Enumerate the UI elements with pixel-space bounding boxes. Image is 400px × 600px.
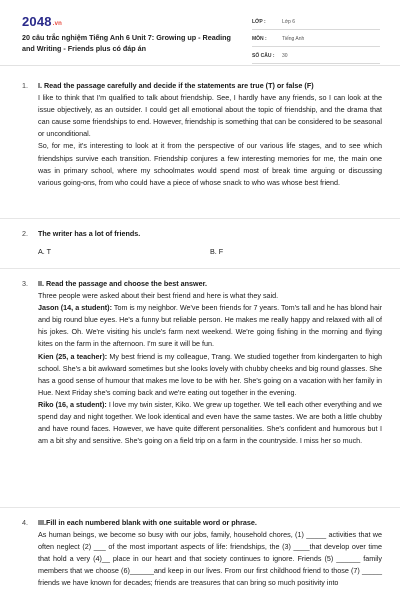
meta-row-subject xyxy=(252,31,380,47)
site-logo[interactable] xyxy=(22,14,62,29)
option-a[interactable]: A. T xyxy=(38,247,52,257)
question-number: 2. xyxy=(22,229,28,238)
answer-options xyxy=(38,246,382,258)
document-title: 20 câu trắc nghiệm Tiếng Anh 6 Unit 7: Growing up - Reading and Writing - Friends plus có đáp án xyxy=(22,33,231,53)
speaker-name: Riko (16, a student): xyxy=(38,399,107,409)
question-divider xyxy=(0,507,400,508)
meta-row-count xyxy=(252,48,380,64)
passage-paragraph: So, for me, it's interesting to look at it from the perspective of our various life stages, and to see which friendships survive each transition. Friendship conjures a few interesting memories for me, the main one was in primary school, where my schoolmates would spend most of break time arguing or discussing various going-ons, from who could have a piece of whose snack to who was whose best friend. xyxy=(38,141,382,187)
page-header xyxy=(0,0,400,64)
speaker-text: My best friend is my colleague, Trang. We studied together from kindergarten to high school. She's a bit awkward sometimes but she looks lovely with chubby cheeks and big round glasses. She has a good sense of humour that makes me love to be with her. She's going on a vacation with her family in Hue. Next Friday she's coming back and we're eating out together in the evening. xyxy=(38,351,382,397)
question-number: 4. xyxy=(22,518,28,527)
question-3 xyxy=(22,278,382,447)
speaker-paragraph xyxy=(38,351,382,399)
speaker-paragraph xyxy=(38,302,382,350)
question-1 xyxy=(22,80,382,189)
meta-value: Lớp 6 xyxy=(282,18,296,25)
question-title: II. Read the passage and choose the best answer. xyxy=(38,279,207,288)
speaker-name: Jason (14, a student): xyxy=(38,303,112,313)
meta-row-class xyxy=(252,14,380,30)
header-divider xyxy=(0,65,400,66)
question-divider xyxy=(0,268,400,269)
speaker-name: Kien (25, a teacher): xyxy=(38,351,108,361)
speaker-text: Tom is my neighbor. We've been friends for 7 years. Tom's tall and he has blond hair and big round blue eyes. He's a funny but reliable person. He makes me really happy and relaxed with all of his jokes. Oh. We're visiting his uncle's farm next weekend. We're going fishing in the morning and flying kites on the farm in the afternoon. I'm sure it will be fun. xyxy=(38,303,383,349)
meta-info xyxy=(252,14,380,65)
speaker-paragraph xyxy=(38,399,382,447)
meta-value: 30 xyxy=(282,52,288,59)
question-number: 1. xyxy=(22,81,28,90)
passage-paragraph: I like to think that I'm qualified to talk about friendship. See, I hardly have any friends, so I can look at the issue objectively, as an outsider. I could get all emotional about the topic of friendship, and the drama that can cause some friendships to end. However, friendship is something that can be considered to be seasonal or unconditional. xyxy=(38,93,383,139)
meta-label: SỐ CÂU : xyxy=(252,52,275,59)
question-number: 3. xyxy=(22,279,28,288)
question-title: I. Read the passage carefully and decide if the statements are true (T) or false (F) xyxy=(38,81,314,90)
logo-suffix: .vn xyxy=(52,21,63,27)
question-divider xyxy=(0,218,400,219)
meta-label: MÔN : xyxy=(252,35,267,42)
option-b[interactable]: B. F xyxy=(210,247,224,257)
question-4 xyxy=(22,517,382,590)
question-title: III.Fill in each numbered blank with one suitable word or phrase. xyxy=(38,518,257,527)
speaker-text: I love my twin sister, Kiko. We grew up together. We tell each other everything and we spend day and night together. We look identical and even have the same tastes. We are both a little chubby and have round faces. However, we have quite different personalities. She's confident and humorous but I am a bit shy and sensitive. She's going on a field trip on a farm in the countryside. I miss her so much. xyxy=(38,399,382,446)
question-title: The writer has a lot of friends. xyxy=(38,229,141,238)
passage-intro: Three people were asked about their best friend and here is what they said. xyxy=(38,291,279,301)
passage-paragraph: As human beings, we become so busy with our jobs, family, household chores, (1) _____ activities that we often neglect (2) ___ of the most important aspects of life: friendships, the (3) ____that develop over time that hold a very (4)__ place in our heart and that society continues to ignore. Friends (5) ______ family members that we choose (6)______and keep in our lives. From our first childhood friend to those (7) _____ friends we have known for decades; friends are treasures that can bring so much positivity into xyxy=(38,530,382,588)
meta-label: LỚP : xyxy=(252,18,266,25)
question-2 xyxy=(22,228,382,258)
logo-main: 2048 xyxy=(22,14,52,29)
meta-value: Tiếng Anh xyxy=(282,35,305,42)
